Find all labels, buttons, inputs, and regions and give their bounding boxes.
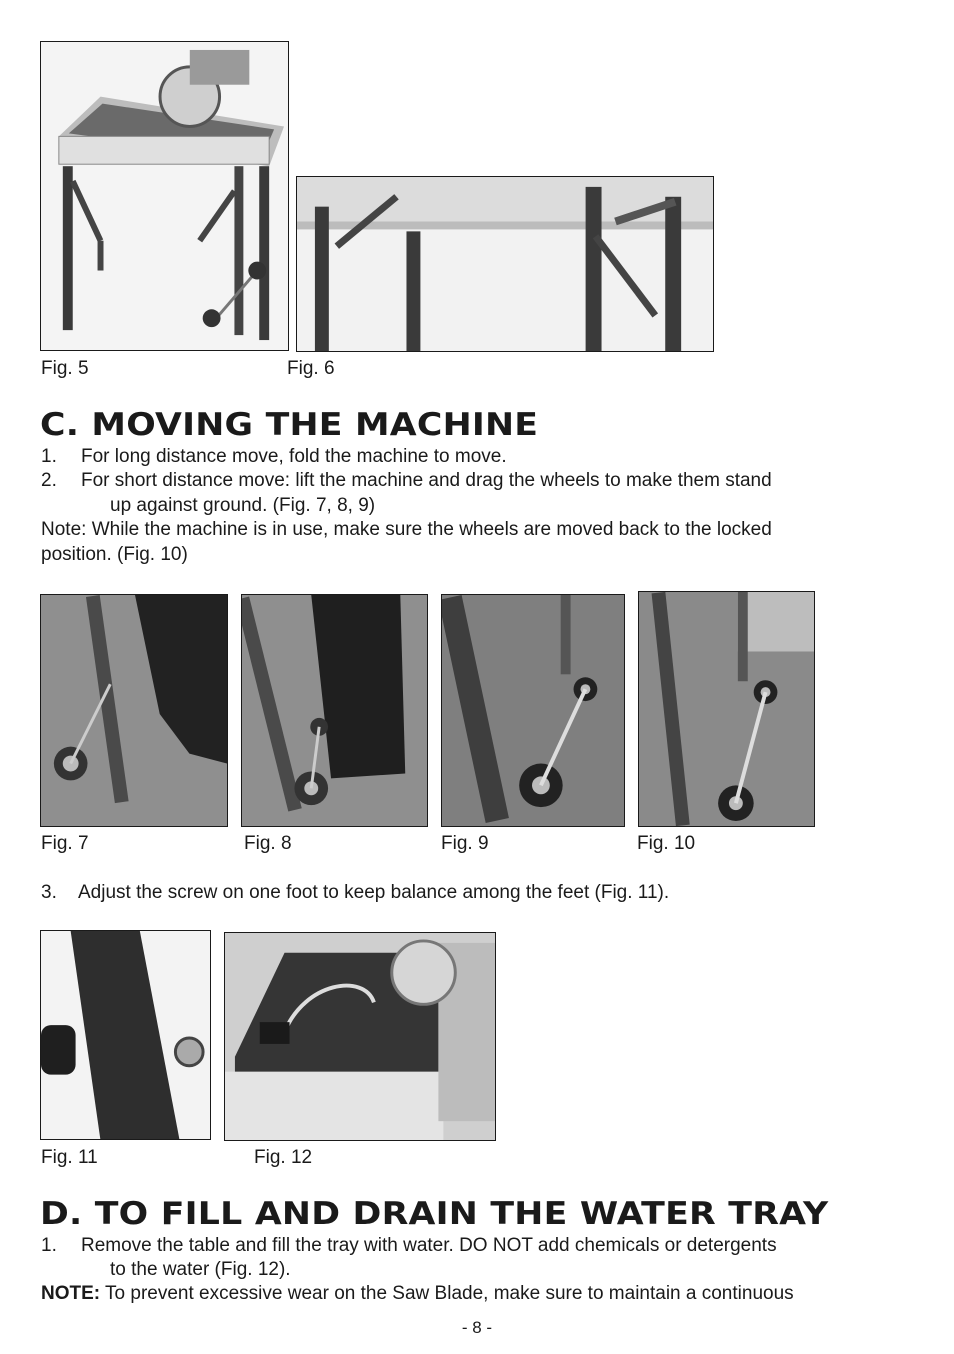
page-number: - 8 - <box>461 1318 493 1337</box>
section-c-item1-number: 1. <box>41 446 57 467</box>
figure-8-caption: Fig. 8 <box>244 833 292 854</box>
figure-11-caption: Fig. 11 <box>41 1147 98 1168</box>
item3-number: 3. <box>41 882 57 903</box>
section-d-item1-text-line2: to the water (Fig. 12). <box>110 1259 291 1280</box>
section-d-item1-number: 1. <box>41 1235 57 1256</box>
figure-6-caption: Fig. 6 <box>287 358 335 379</box>
section-d-heading: D. TO FILL AND DRAIN THE WATER TRAY <box>40 1196 829 1232</box>
figure-12-caption: Fig. 12 <box>254 1147 313 1168</box>
section-d-note-text: To prevent excessive wear on the Saw Blade, make sure to maintain a continuous <box>100 1283 794 1304</box>
figure-6-image <box>296 176 714 352</box>
section-c-item2-text-line1: For short distance move: lift the machine and drag the wheels to make them stand <box>81 470 772 491</box>
section-d-item1-text-line1: Remove the table and fill the tray with water. DO NOT add chemicals or detergents <box>81 1235 777 1256</box>
figure-7-image <box>40 594 228 827</box>
figure-11-image <box>40 930 211 1140</box>
section-c-item2-text-line2: up against ground. (Fig. 7, 8, 9) <box>110 495 376 516</box>
figure-12-image <box>224 932 496 1141</box>
section-c-heading: C. MOVING THE MACHINE <box>40 407 539 443</box>
figure-9-caption: Fig. 9 <box>441 833 489 854</box>
section-c-note-line1: Note: While the machine is in use, make sure the wheels are moved back to the locked <box>41 519 772 540</box>
figure-10-image <box>638 591 815 827</box>
section-d-note-label: NOTE: <box>41 1283 101 1304</box>
figure-9-image <box>441 594 625 827</box>
item3-text: Adjust the screw on one foot to keep balance among the feet (Fig. 11). <box>78 882 670 903</box>
figure-8-image <box>241 594 428 827</box>
figure-5-image <box>40 41 289 351</box>
section-c-item2-number: 2. <box>41 470 57 491</box>
section-d-note <box>41 1282 794 1306</box>
section-c-note-line2: position. (Fig. 10) <box>41 544 188 565</box>
figure-7-caption: Fig. 7 <box>41 833 89 854</box>
figure-5-caption: Fig. 5 <box>41 358 89 379</box>
section-c-item1-text: For long distance move, fold the machine to move. <box>81 446 507 467</box>
figure-10-caption: Fig. 10 <box>637 833 696 854</box>
